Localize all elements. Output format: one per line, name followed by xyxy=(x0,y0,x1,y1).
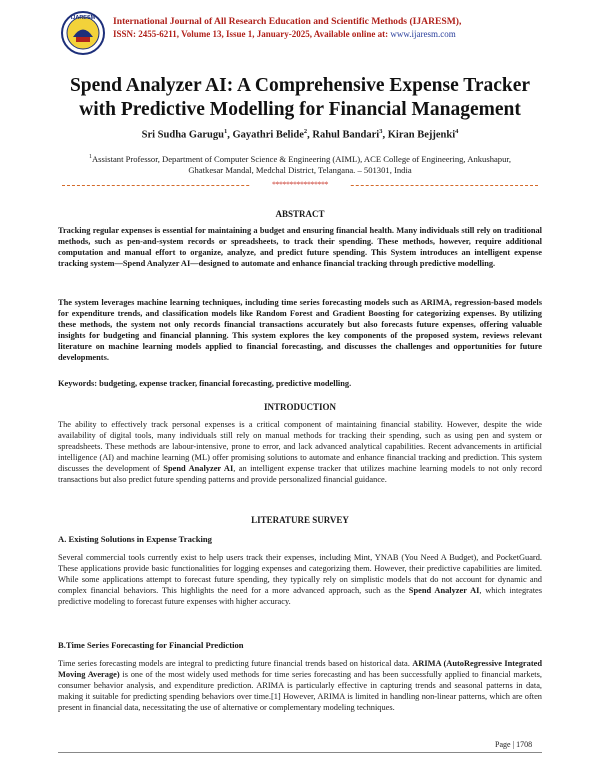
subsection-b-heading: B.Time Series Forecasting for Financial Prediction xyxy=(58,640,244,650)
subsection-a-paragraph xyxy=(58,553,542,608)
affiliation-line-1: Assistant Professor, Department of Computer Science & Engineering (AIML), ACE College of Engineering, Ankushapur, xyxy=(91,153,512,164)
lit-b-bold-text: ARIMA (AutoRegressive Integrated Moving Average) xyxy=(58,659,542,679)
affiliation-line-2: Ghatkesar Mandal, Medchal District, Telangana. – 501301, India xyxy=(188,164,412,175)
lit-a-text-end: , which integrates predictive modeling to forecast future expenses with higher accuracy. xyxy=(58,585,542,606)
journal-url-link[interactable]: www.ijaresm.com xyxy=(390,29,456,39)
author-sup: 2 xyxy=(303,128,308,135)
page-number: Page | 1708 xyxy=(495,740,533,749)
intro-text: The ability to effectively track personal expenses is a critical component of maintaining financial stability. However, despite the wide availability of digital tools, many individuals still rely on manual methods for tracking their spending, such as using pen and system or spreadsheets. These methods are labour-intensive, prone to error, and lack advanced analytical capabilities. Recent advancements in artificial intelligence (AI) and machine learning (ML) offer promising solutions to automate and enhance financial tracking and prediction. This system discusses the development of xyxy=(58,420,542,473)
title-line-1: Spend Analyzer AI: A Comprehensive Expense Tracker xyxy=(69,75,531,96)
author-sup: 3 xyxy=(379,128,383,135)
abstract-paragraph-2: The system leverages machine learning techniques, including time series forecasting models such as ARIMA, regression-based models for expenditure trends, and classification models like Random Forest and Gradient Boosting for categorizing expenses. By utilizing these methods, the system not only records financial transactions accurately but also forecasts future expenses, offering valuable insights for budgeting and financial planning. This system explores the key components of the proposed system, reviews relevant literature on machine learning models applied to financial forecasting, and discusses the challenges and opportunities for future developments. xyxy=(58,298,542,362)
intro-bold-text: Spend Analyzer AI xyxy=(163,463,234,473)
journal-issn-text: ISSN: 2455-6211, Volume 13, Issue 1, January-2025, Available online at: xyxy=(113,29,391,39)
affiliation xyxy=(50,152,550,176)
literature-heading: LITERATURE SURVEY xyxy=(251,515,349,525)
abstract-heading: ABSTRACT xyxy=(275,209,325,219)
title-line-2: with Predictive Modelling for Financial Management xyxy=(79,99,521,120)
introduction-paragraph xyxy=(58,420,542,485)
author-sup: 1 xyxy=(223,128,228,135)
author-sup: 4 xyxy=(455,128,459,135)
affiliation-sup: 1 xyxy=(88,154,92,160)
author-name: Sri Sudha Garugu xyxy=(141,129,224,141)
lit-b-text-end: is one of the most widely used methods for time series forecasting and has been successfully applied to financial markets, consumer behavior analysis, and expenditure prediction. ARIMA is particularly effective in capturing trends and seasonal patterns in data, making it suitable for predicting spending behaviors over time.[1] However, ARIMA is limited in handling non-linear patterns, which are often present in financial data, necessitating the use of alternative or complementary modeling techniques. xyxy=(58,669,542,712)
journal-header xyxy=(60,10,550,56)
journal-issn xyxy=(113,28,553,40)
intro-text-end: , an intelligent expense tracker that utilizes machine learning models to not only record transactions but also predict future spending patterns and provide personalized financial guidance. xyxy=(58,463,542,484)
author-name: Kiran Bejjenki xyxy=(387,129,456,141)
paper-title xyxy=(40,74,560,122)
journal-name: International Journal of All Research Education and Scientific Methods (IJARESM), xyxy=(113,16,462,27)
journal-logo xyxy=(60,10,106,56)
subsection-a-heading: A. Existing Solutions in Expense Tracking xyxy=(58,534,212,544)
lit-b-text: Time series forecasting models are integral to predicting future financial trends based on historical data. xyxy=(58,659,413,668)
subsection-b-paragraph xyxy=(58,659,542,714)
divider-stars: **************** xyxy=(250,180,350,189)
keywords: Keywords: budgeting, expense tracker, financial forecasting, predictive modelling. xyxy=(58,379,352,388)
author-name: Gayathri Belide xyxy=(232,129,304,141)
footer-rule xyxy=(58,752,542,753)
introduction-heading: INTRODUCTION xyxy=(263,402,336,412)
author-name: Rahul Bandari xyxy=(312,129,380,141)
lit-a-bold-text: Spend Analyzer AI xyxy=(408,585,480,595)
logo-text: IJARESM xyxy=(70,15,96,21)
lit-a-text: Several commercial tools currently exist to help users track their expenses, including Mint, YNAB (You Need A Budget), and PocketGuard. These applications provide basic functionalities for logging expenses and categorizing them. However, their predictive capabilities are limited. While some applications attempt to forecast future spending, they typically rely on simplistic models that do not account for dynamic and complex financial behaviors. This highlights the need for a more advanced approach, such as the xyxy=(58,553,542,595)
abstract-paragraph-1: Tracking regular expenses is essential for maintaining a budget and ensuring financial health. Many individuals still rely on traditional methods, such as pen-and-system records or spreadsheets, to track their spending. These methods, however, require additional computation and manual effort to organize, analyze, and predict future spending. This System introduces an intelligent expense tracking system—Spend Analyzer AI—designed to automate and enhance financial tracking through predictive modelling. xyxy=(58,226,542,268)
author-list: Sri Sudha Garugu$^1$, Gayathri Belide$^2$, Rahul Bandari$^3$, Kiran Bejjenki$^4$ xyxy=(141,128,459,141)
